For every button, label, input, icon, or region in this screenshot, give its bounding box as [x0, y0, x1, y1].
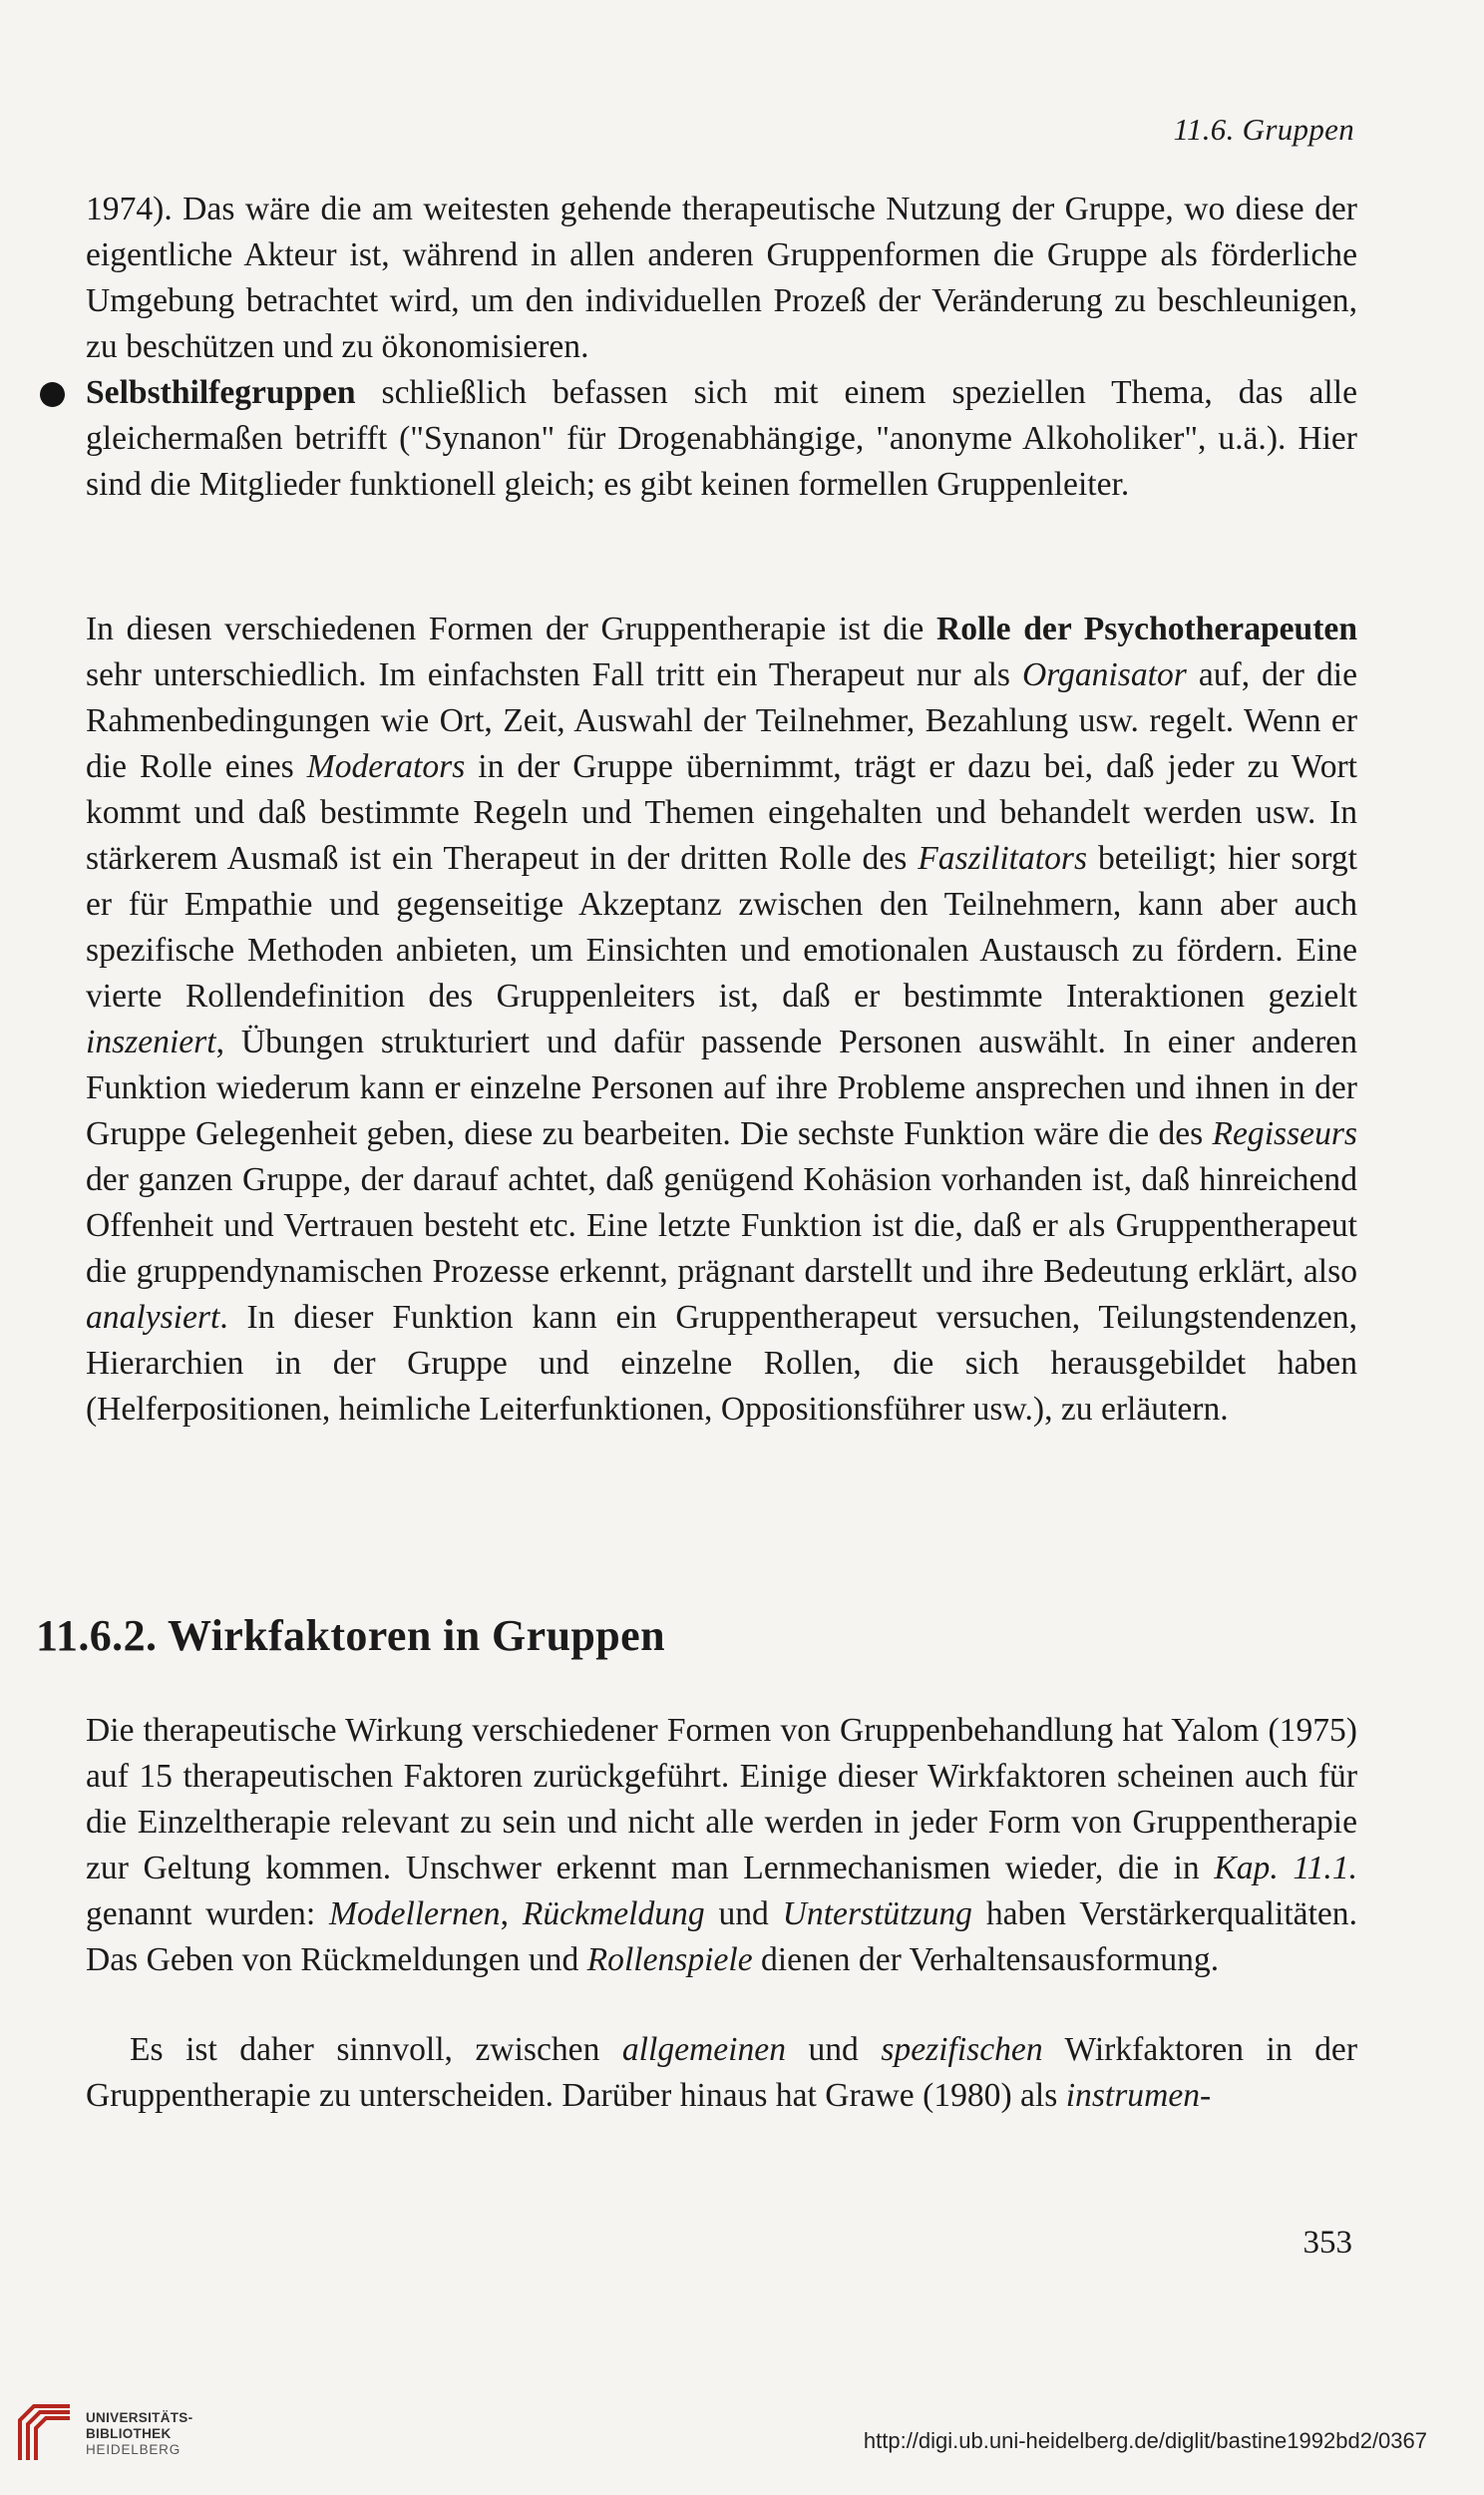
italic-term: analysiert: [86, 1299, 220, 1336]
library-logo: [14, 2394, 203, 2464]
bullet-icon: [40, 382, 65, 407]
running-head: 11.6. Gruppen: [1173, 112, 1354, 147]
paragraph-2-text: , Übungen strukturiert und dafür passende Personen auswählt. In einer anderen Funktion wiederum kann er einzelne Personen auf ihre Probleme ansprechen und ihnen in der Gruppe Gelegenheit geben, diese zu bearbeiten. Die sechste Funktion wäre die des: [86, 1024, 1357, 1152]
paragraph-2-text: In diesen verschiedenen Formen der Gruppentherapie ist die: [86, 611, 936, 647]
italic-term: Rückmeldung: [522, 1895, 705, 1932]
section-heading: 11.6.2. Wirkfaktoren in Gruppen: [36, 1611, 665, 1660]
bullet-term: Selbsthilfegruppen: [86, 374, 356, 411]
paragraph-2-text: der ganzen Gruppe, der darauf achtet, daß genügend Kohäsion vorhanden ist, daß hinreichend Offenheit und Vertrauen besteht etc. Eine letzte Funktion ist die, daß er als Gruppentherapeut die gruppendynamischen Prozesse erkennt, prägnant darstellt und ihre Bedeutung erklärt, also: [86, 1161, 1357, 1290]
paragraph-2-text: sehr unterschiedlich. Im einfachsten Fall tritt ein Therapeut nur als: [86, 656, 1022, 693]
paragraph-3-text: Die therapeutische Wirkung verschiedener Formen von Gruppenbehandlung hat Yalom (1975) auf 15 therapeutischen Faktoren zurückgeführt. Einige dieser Wirkfaktoren scheinen auch für die Einzeltherapie relevant zu sein und nicht alle werden in jeder Form von Gruppentherapie zur Geltung kommen. Unschwer erkennt man Lernmechanismen wieder, die in: [86, 1712, 1357, 1886]
paragraph-1: [86, 187, 1357, 370]
paragraph-3-text: genannt wurden:: [86, 1895, 330, 1932]
paragraph-3-text: haben Verstärkerqualitäten. Das Geben von Rückmeldungen und: [86, 1895, 1357, 1978]
paragraph-2-text: . In dieser Funktion kann ein Gruppentherapeut versuchen, Teilungstendenzen, Hierarchien in der Gruppe und einzelne Rollen, die sich herausgebildet haben (Helferpositionen, heimliche Leiterfunktionen, Oppositionsführer usw.), zu erläutern.: [86, 1299, 1357, 1428]
logo-line-1: UNIVERSITÄTS-: [86, 2410, 193, 2425]
bold-term: Rolle der Psychotherapeuten: [935, 611, 1357, 647]
paragraph-2-text: in der Gruppe übernimmt, trägt er dazu bei, daß jeder zu Wort kommt und daß bestimmte Regeln und Themen eingehalten und behandelt werden usw. In stärkerem Ausmaß ist ein Therapeut in der dritten Rolle des: [86, 748, 1357, 877]
paragraph-3: [86, 1708, 1357, 1983]
italic-term: Organisator: [1022, 656, 1187, 693]
paragraph-3-text: ,: [500, 1895, 523, 1932]
logo-line-3: HEIDELBERG: [86, 2442, 182, 2457]
paragraph-3-text: und: [704, 1895, 783, 1932]
bullet-item-selbsthilfegruppen: [86, 370, 1357, 508]
italic-term: spezifischen: [881, 2031, 1043, 2068]
library-logo-icon: [14, 2394, 76, 2464]
paragraph-3-text: dienen der Verhaltensausformung.: [752, 1941, 1220, 1978]
paragraph-2-text: beteiligt; hier sorgt er für Empathie und gegenseitige Akzeptanz zwischen den Teilnehmern, kann aber auch spezifische Methoden anbieten, um Einsichten und emotionalen Austausch zu fördern. Eine vierte Rollendefinition des Gruppenleiters ist, daß er bestimmte Interaktionen gezielt: [86, 840, 1358, 1015]
italic-term: Modellernen: [329, 1895, 501, 1932]
page-number: 353: [1302, 2225, 1352, 2261]
italic-term: Moderators: [306, 748, 466, 785]
italic-term: Faszilitators: [918, 840, 1088, 877]
italic-term: Regisseurs: [1212, 1115, 1357, 1152]
italic-term: allgemeinen: [621, 2031, 786, 2068]
paragraph-4-text: und: [785, 2031, 882, 2068]
paragraph-2: [86, 607, 1357, 1433]
paragraph-4-text: Wirkfaktoren in der Gruppentherapie zu unterscheiden. Darüber hinaus hat Grawe (1980) als: [86, 2031, 1357, 2114]
paragraph-1-text: 1974). Das wäre die am weitesten gehende therapeutische Nutzung der Gruppe, wo diese der eigentliche Akteur ist, während in allen anderen Gruppenformen die Gruppe als förderliche Umgebung betrachtet wird, um den individuellen Prozeß der Veränderung zu beschleunigen, zu beschützen und zu ökonomisieren.: [86, 191, 1357, 365]
logo-line-2: BIBLIOTHEK: [86, 2426, 172, 2441]
footer-url-link[interactable]: http://digi.ub.uni-heidelberg.de/diglit/bastine1992bd2/0367: [863, 2428, 1427, 2453]
italic-term: Kap. 11.1.: [1214, 1850, 1357, 1886]
bullet-text: schließlich befassen sich mit einem speziellen Thema, das alle gleichermaßen betrifft ("Synanon" für Drogenabhängige, "anonyme Alkoholiker", u.ä.). Hier sind die Mitglieder funktionell gleich; es gibt keinen formellen Gruppenleiter.: [86, 374, 1357, 503]
paragraph-4-text: Es ist daher sinnvoll, zwischen: [130, 2031, 622, 2068]
italic-term: instrumen-: [1065, 2077, 1212, 2114]
library-logo-text: [86, 2410, 192, 2458]
italic-term: Unterstützung: [782, 1895, 972, 1932]
paragraph-2-text: auf, der die Rahmenbedingungen wie Ort, Zeit, Auswahl der Teilnehmer, Bezahlung usw. regelt. Wenn er die Rolle eines: [86, 656, 1357, 785]
paragraph-4: [86, 2027, 1357, 2119]
italic-term: inszeniert: [86, 1024, 216, 1060]
italic-term: Rollenspiele: [586, 1941, 753, 1978]
